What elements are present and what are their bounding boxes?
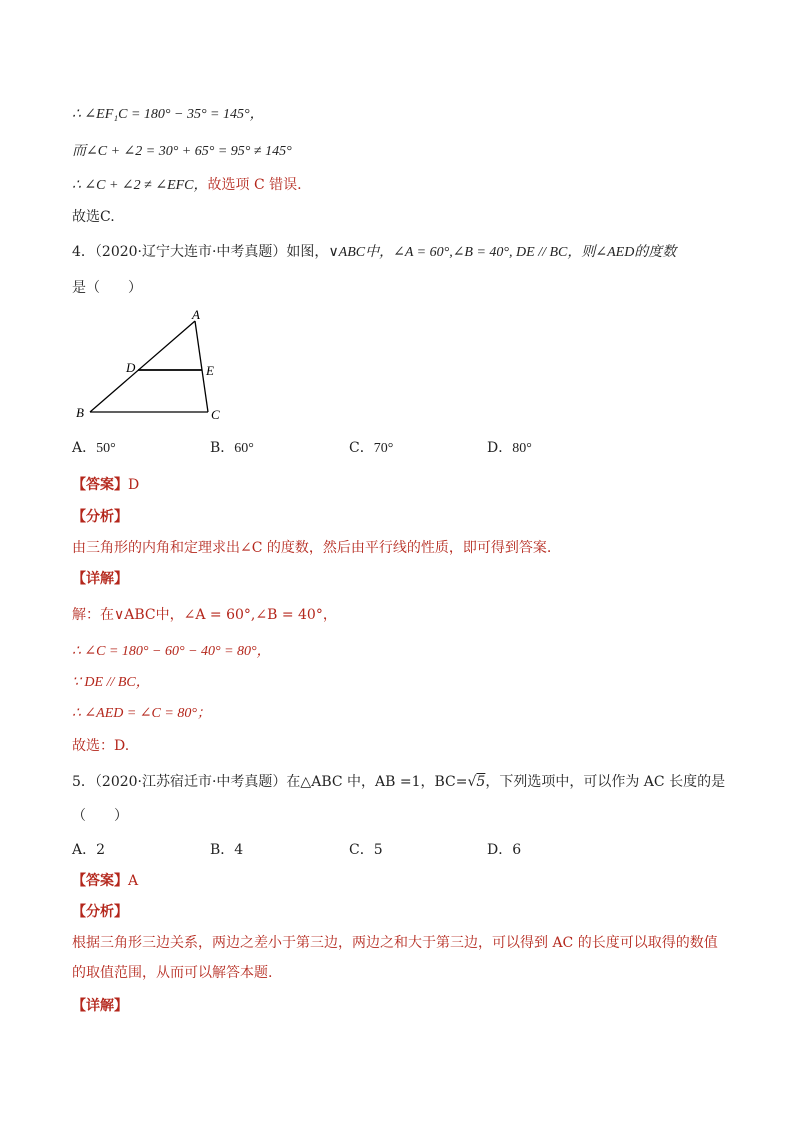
question-4-head: 4．（2020·辽宁大连市·中考真题）如图， [72, 244, 329, 260]
q4-option-c-value: 70° [373, 441, 394, 456]
q5-answer-tag: 【答案】 [72, 873, 128, 889]
q4-option-b [210, 438, 254, 459]
q4-analysis-tag: 【分析】 [72, 509, 128, 525]
q4-option-d-value: 80° [512, 441, 532, 456]
question-5-sqrt-value: 5 [476, 774, 486, 790]
q4-option-a-value: 50° [96, 441, 116, 456]
q4-detail-line-5: 故选：D. [72, 738, 130, 754]
q4-detail-line-4: ∴ ∠AED = ∠C = 80°； [72, 706, 211, 721]
q5-option-a-value: 2 [96, 842, 106, 858]
question-5-head: 5．（2020·江苏宿迁市·中考真题）在△ABC 中，AB =1，BC= [72, 774, 468, 790]
q4-option-b-value: 60° [234, 441, 254, 456]
vertex-a-label: A [192, 307, 200, 322]
q4-answer-value: D [128, 477, 140, 493]
q5-answer [72, 871, 138, 891]
question-5-paren: （ ） [72, 808, 128, 824]
q5-option-c-label: C． [349, 842, 374, 858]
q4-detail-line-2: ∴ ∠C = 180° − 60° − 40° = 80°， [72, 644, 271, 659]
question-4-math: ∨ABC中，∠A = 60°,∠B = 40°, DE // BC，则∠AED的度数 [328, 245, 677, 260]
point-d-label: D [126, 360, 136, 375]
q4-option-b-label: B． [210, 440, 235, 456]
solution-line-4: 故选C. [72, 209, 115, 225]
q5-option-b-label: B． [210, 842, 235, 858]
q5-option-d [487, 840, 521, 860]
q5-analysis-tag: 【分析】 [72, 904, 128, 920]
q5-option-a-label: A． [72, 842, 97, 858]
q5-option-d-label: D． [487, 842, 513, 858]
q4-option-a-label: A． [72, 440, 97, 456]
q4-detail-line-3: ∵ DE // BC， [72, 675, 150, 690]
solution-line-3-math: ∴ ∠C + ∠2 ≠ ∠EFC， [72, 178, 208, 193]
sqrt-symbol: √ [467, 774, 477, 790]
q5-analysis-line-1: 根据三角形三边关系，两边之差小于第三边，两边之和大于第三边，可以得到 AC 的长度可以取得的数值 [72, 935, 718, 951]
q4-option-d-label: D． [487, 440, 513, 456]
q5-option-a [72, 840, 105, 860]
q4-option-d [487, 438, 532, 459]
q4-analysis-text: 由三角形的内角和定理求出∠C 的度数，然后由平行线的性质，即可得到答案. [72, 540, 552, 556]
q4-option-a [72, 438, 116, 459]
solution-line-3 [72, 175, 302, 196]
q5-option-b [210, 840, 243, 860]
solution-line-3-note: 故选项 C 错误. [207, 177, 302, 193]
vertex-c-label: C [211, 407, 220, 422]
point-e-label: E [206, 363, 214, 378]
q4-detail-tag: 【详解】 [72, 571, 128, 587]
q4-option-c-label: C． [349, 440, 374, 456]
q5-detail-tag: 【详解】 [72, 998, 128, 1014]
solution-line-2: 而∠C + ∠2 = 30° + 65° = 95° ≠ 145° [72, 144, 292, 159]
solution-line-1: ∴ ∠EF₁C = 180° − 35° = 145°， [72, 107, 264, 122]
q5-option-c-value: 5 [373, 842, 383, 858]
vertex-b-label: B [76, 405, 84, 420]
question-4-tail: 是（ ） [72, 280, 142, 296]
q5-option-d-value: 6 [512, 842, 522, 858]
q4-answer [72, 475, 139, 495]
q4-detail-line-1: 解：在∨ABC中，∠A = 60°,∠B = 40°， [72, 607, 337, 623]
q5-option-b-value: 4 [234, 842, 244, 858]
q4-answer-tag: 【答案】 [72, 477, 128, 493]
triangle-figure [70, 300, 240, 428]
question-5-stem [72, 772, 725, 792]
question-4-stem [72, 242, 676, 263]
q5-answer-value: A [128, 873, 139, 889]
q4-option-c [349, 438, 393, 459]
question-5-tail: ，下列选项中，可以作为 AC 长度的是 [485, 774, 726, 790]
q5-option-c [349, 840, 383, 860]
segment-ab [90, 321, 195, 412]
q5-analysis-line-2: 的取值范围，从而可以解答本题. [72, 965, 273, 981]
